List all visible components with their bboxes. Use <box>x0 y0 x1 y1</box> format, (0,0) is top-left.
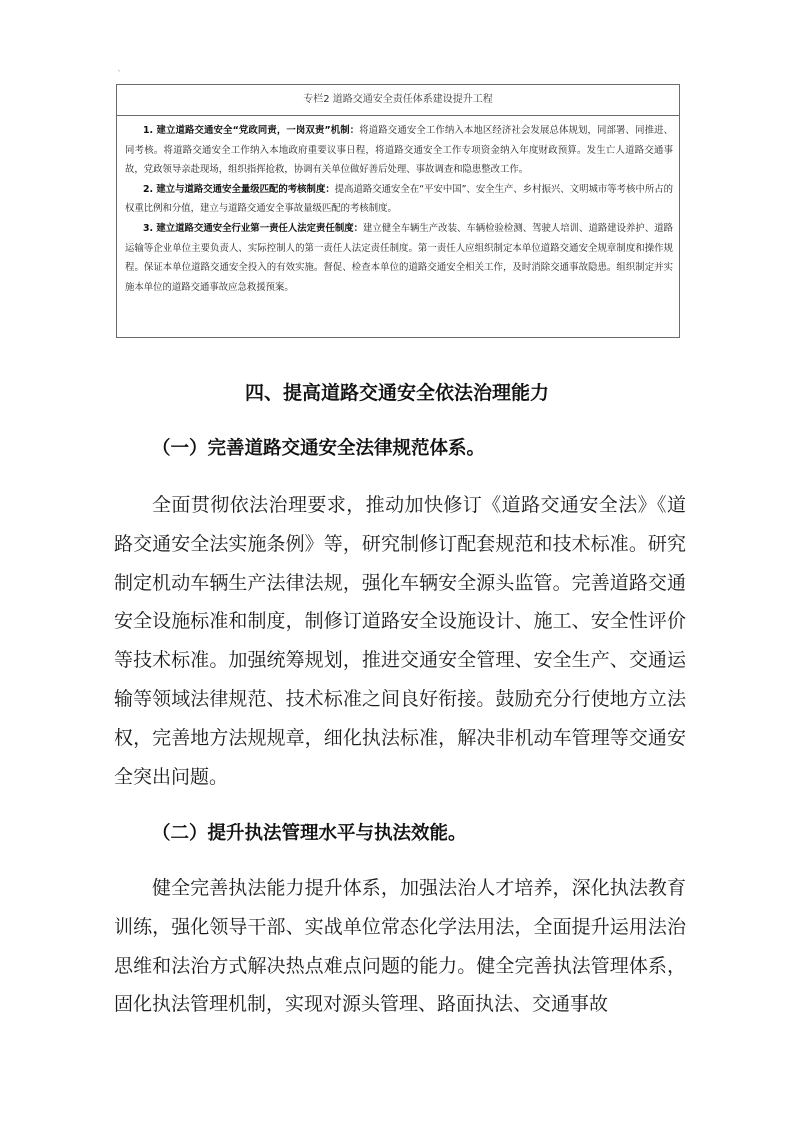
box-item-lead: 3. 建立道路交通安全行业第一责任人法定责任制度： <box>143 222 364 234</box>
special-column-box <box>116 84 680 338</box>
box-item-text: 提高道路交通安全在“平安中国”、安全生产、乡村振兴、文明城市等考核中所占的权重比例和分值，建立与道路交通安全事故量级匹配的考核制度。 <box>125 183 673 215</box>
box-title: 专栏2 道路交通安全责任体系建设提升工程 <box>117 85 679 116</box>
corner-mark: ` <box>117 70 122 80</box>
paragraph-1: 全面贯彻依法治理要求，推动加快修订《道路交通安全法》《道路交通安全法实施条例》等，研究制修订配套规范和技术标准。研究制定机动车辆生产法律法规，强化车辆安全源头监管。完善道路交通安全设施标准和制度，制修订道路安全设施设计、施工、安全性评价等技术标准。加强统筹规划，推进交通安全管理、安全生产、交通运输等领域法律规范、技术标准之间良好衔接。鼓励充分行使地方立法权，完善地方法规规章，细化执法标准，解决非机动车管理等交通安全突出问题。 <box>114 494 686 788</box>
box-body <box>117 116 679 297</box>
box-item-text: 建立健全车辆生产改装、车辆检验检测、驾驶人培训、道路建设养护、道路运输等企业单位主要负责人、实际控制人的第一责任人法定责任制度。第一责任人应组织制定本单位道路交通安全规章制度和操作规程。保证本单位道路交通安全投入的有效实施。督促、检查本单位的道路交通安全相关工作，及时消除交通事故隐患。组织制定并实施本单位的道路交通事故应急救援预案。 <box>125 222 673 293</box>
box-item <box>125 121 673 180</box>
box-item <box>125 180 673 219</box>
sub-heading-1: （一）完善道路交通安全法律规范体系。 <box>152 438 486 459</box>
box-item-lead: 1. 建立道路交通安全“党政同责，一岗双责”机制： <box>143 125 360 136</box>
box-item <box>125 219 673 297</box>
sub-heading-2: （二）提升执法管理水平与执法效能。 <box>152 823 467 844</box>
box-item-text: 将道路交通安全工作纳入本地区经济社会发展总体规划，同部署、同推进、同考核。将道路交通安全工作纳入本地政府重要议事日程，将道路交通安全工作专项资金纳入年度财政预算。发生亡人道路交通事故，党政领导亲赴现场，组织指挥抢救，协调有关单位做好善后处理、事故调查和隐患整改工作。 <box>125 125 673 176</box>
paragraph-2: 健全完善执法能力提升体系，加强法治人才培养，深化执法教育训练，强化领导干部、实战单位常态化学法用法，全面提升运用法治思维和法治方式解决热点难点问题的能力。健全完善执法管理体系，固化执法管理机制，实现对源头管理、路面执法、交通事故 <box>114 877 686 1016</box>
section-heading: 四、提高道路交通安全依法治理能力 <box>244 382 549 404</box>
box-item-lead: 2. 建立与道路交通安全量级匹配的考核制度： <box>143 183 335 195</box>
